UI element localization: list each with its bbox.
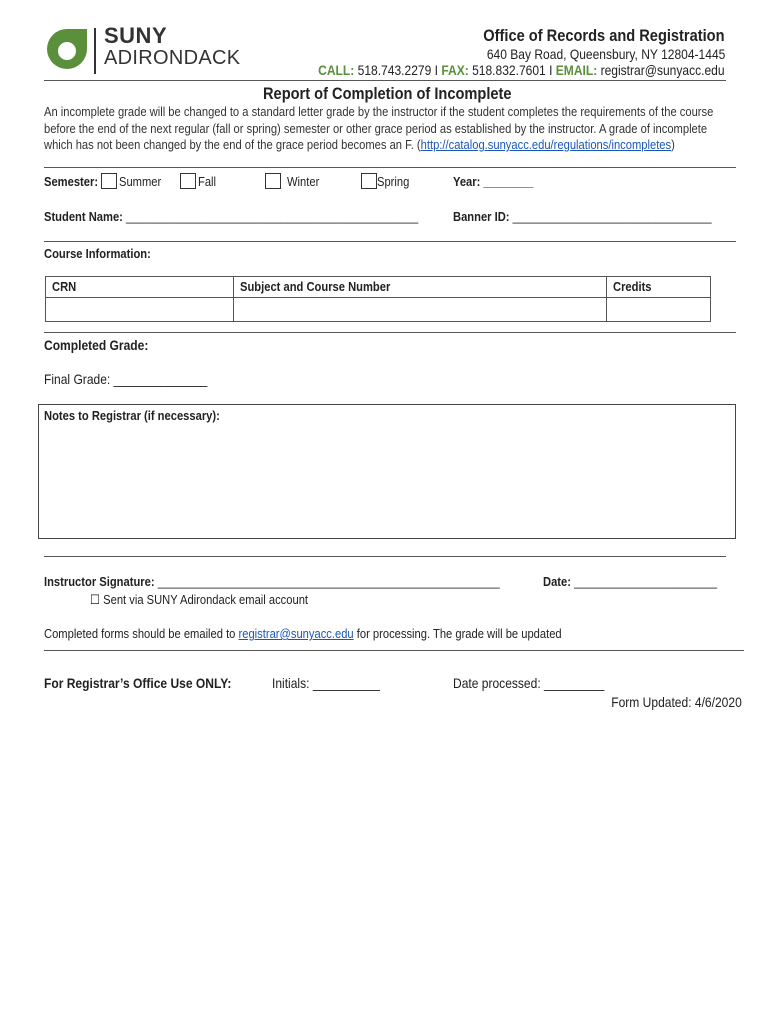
- credits-header: Credits: [613, 279, 652, 294]
- semester-checkbox-spring[interactable]: [361, 173, 377, 189]
- instructor-signature-field[interactable]: [44, 574, 500, 589]
- notes-rule: [44, 556, 726, 557]
- signature-date-label: Date:: [543, 574, 571, 589]
- semester-option-spring: Spring: [377, 174, 410, 189]
- course-rule: [44, 332, 736, 333]
- notes-label: Notes to Registrar (if necessary):: [44, 408, 220, 423]
- email-label: EMAIL:: [556, 62, 598, 78]
- suny-adirondack-logo-icon: [44, 26, 90, 72]
- office-address: 640 Bay Road, Queensbury, NY 12804-1445: [486, 46, 725, 62]
- separator: I: [549, 62, 553, 78]
- logo: [44, 24, 244, 76]
- column-header-crn: [46, 277, 234, 298]
- office-title: Office of Records and Registration: [483, 26, 725, 45]
- semester-option-fall: Fall: [198, 174, 217, 189]
- semester-checkbox-winter[interactable]: [265, 173, 281, 189]
- sent-via-label: Sent via SUNY Adirondack email account: [103, 592, 309, 607]
- banner-id-blank: ________________________________: [512, 209, 712, 224]
- course-info-label: Course Information:: [44, 246, 151, 261]
- student-name-blank: _______________________________________________: [126, 209, 419, 224]
- banner-id-label: Banner ID:: [453, 209, 510, 224]
- intro-rule: [44, 167, 736, 168]
- banner-id-field[interactable]: [453, 209, 712, 224]
- student-rule: [44, 241, 736, 242]
- call-value: 518.743.2279: [358, 62, 432, 78]
- subject-cell[interactable]: [234, 298, 607, 322]
- student-name-field[interactable]: [44, 209, 418, 224]
- contact-line: [319, 62, 725, 78]
- column-header-credits: [607, 277, 711, 298]
- header-rule: [44, 80, 726, 81]
- initials-field[interactable]: Initials: __________: [272, 675, 380, 691]
- form-title: Report of Completion of Incomplete: [263, 84, 512, 103]
- credits-cell[interactable]: [607, 298, 711, 322]
- semester-checkbox-fall[interactable]: [180, 173, 196, 189]
- column-header-subject: [234, 277, 607, 298]
- registrar-use-label: For Registrar’s Office Use ONLY:: [44, 675, 232, 691]
- email-value: registrar@sunyacc.edu: [601, 62, 725, 78]
- logo-line2: ADIRONDACK: [104, 47, 241, 69]
- separator: I: [435, 62, 439, 78]
- call-label: CALL:: [318, 62, 355, 78]
- catalog-link[interactable]: http://catalog.sunyacc.edu/regulations/incompletes: [420, 137, 672, 152]
- fax-value: 518.832.7601: [472, 62, 547, 78]
- intro-line-3: [44, 137, 675, 152]
- instructor-signature-blank: _______________________________________________________: [157, 574, 500, 589]
- notes-box[interactable]: [38, 404, 736, 539]
- year-field[interactable]: Year: ________: [453, 174, 534, 189]
- email-instructions-prefix: Completed forms should be emailed to: [44, 626, 239, 641]
- logo-divider: [94, 28, 96, 74]
- email-instructions-suffix: for processing. The grade will be updated: [353, 626, 562, 641]
- completed-grade-label: Completed Grade:: [44, 337, 149, 353]
- crn-header: CRN: [52, 279, 77, 294]
- table-row: [46, 298, 711, 322]
- semester-label: Semester:: [44, 174, 99, 189]
- semester-option-winter: Winter: [287, 174, 320, 189]
- table-row: [46, 277, 711, 298]
- intro-line-3-suffix: ): [671, 137, 675, 152]
- intro-line-3-prefix: which has not been changed by the end of the grace period becomes an F. (: [44, 137, 421, 152]
- logo-line1: SUNY: [104, 23, 168, 48]
- crn-cell[interactable]: [46, 298, 234, 322]
- semester-checkbox-summer[interactable]: [101, 173, 117, 189]
- date-processed-field[interactable]: Date processed: _________: [453, 675, 605, 691]
- course-table: [45, 276, 711, 322]
- signature-date-blank: _______________________: [574, 574, 718, 589]
- subject-header: Subject and Course Number: [240, 279, 391, 294]
- office-use-rule: [44, 650, 744, 651]
- semester-option-summer: Summer: [119, 174, 162, 189]
- registrar-email-link[interactable]: registrar@sunyacc.edu: [238, 626, 354, 641]
- email-instructions: [44, 626, 562, 641]
- student-name-label: Student Name:: [44, 209, 123, 224]
- sent-via-row[interactable]: [90, 592, 308, 608]
- sent-via-checkbox[interactable]: ☐: [90, 592, 101, 607]
- instructor-signature-label: Instructor Signature:: [44, 574, 155, 589]
- signature-date-field[interactable]: [543, 574, 717, 589]
- final-grade-field[interactable]: Final Grade: ______________: [44, 371, 208, 387]
- intro-line-2: before the end of the next regular (fall or spring) semester or other grace period as established by the instructor. A grade of incomplete: [44, 121, 708, 136]
- intro-line-1: An incomplete grade will be changed to a standard letter grade by the instructor if the student completes the requirements of the course: [44, 104, 714, 119]
- form-updated: Form Updated: 4/6/2020: [611, 694, 742, 710]
- fax-label: FAX:: [441, 62, 470, 78]
